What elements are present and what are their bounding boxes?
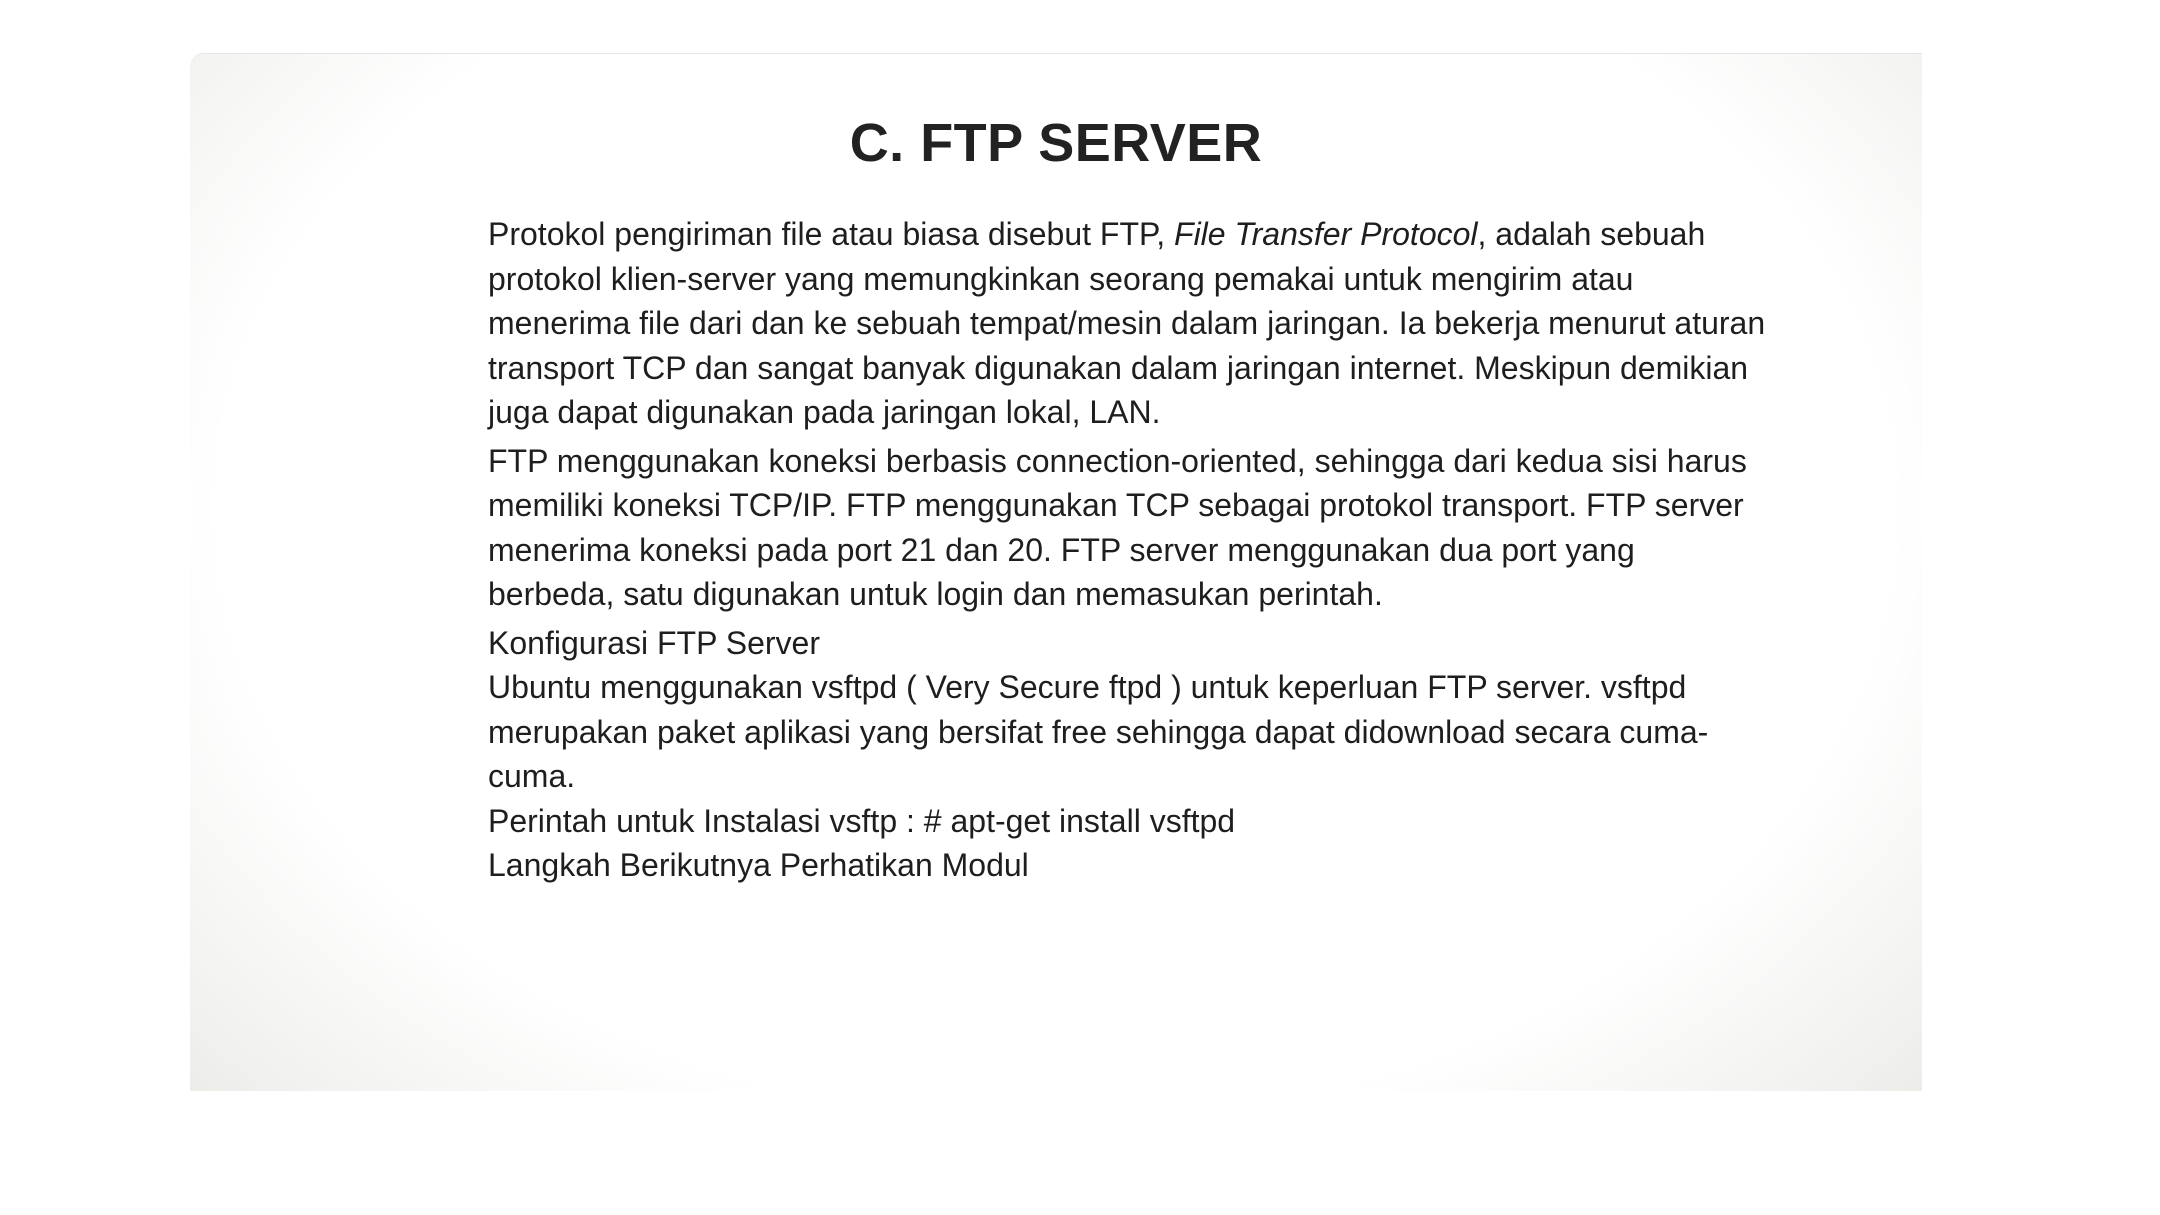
slide-body bbox=[488, 212, 1768, 888]
paragraph-ftp-definition-end: , adalah sebuah protokol klien-server yang memungkinkan seorang pemakai untuk mengirim atau menerima file dari dan ke sebuah tempat/mesin dalam jaringan. Ia bekerja menurut aturan transport TCP dan sangat banyak digunakan dalam jaringan internet. Meskipun demikian juga dapat digunakan pada jaringan lokal, LAN. bbox=[488, 216, 1766, 430]
slide bbox=[190, 53, 1922, 1091]
paragraph-vsftpd: Ubuntu menggunakan vsftpd ( Very Secure ftpd ) untuk keperluan FTP server. vsftpd merupakan paket aplikasi yang bersifat free sehingga dapat didownload secara cuma-cuma. bbox=[488, 669, 1709, 794]
config-heading: Konfigurasi FTP Server bbox=[488, 624, 820, 661]
install-command-line: Perintah untuk Instalasi vsftp : # apt-get install vsftpd bbox=[488, 802, 1236, 839]
paragraph-ftp-connection: FTP menggunakan koneksi berbasis connection-oriented, sehingga dari kedua sisi harus memiliki koneksi TCP/IP. FTP menggunakan TCP sebagai protokol transport. FTP server menerima koneksi pada port 21 dan 20. FTP server menggunakan dua port yang berbeda, satu digunakan untuk login dan memasukan perintah. bbox=[488, 442, 1747, 612]
ftp-expansion-italic: File Transfer Protocol bbox=[1174, 216, 1478, 252]
next-step-line: Langkah Berikutnya Perhatikan Modul bbox=[488, 847, 1029, 883]
slide-title: C. FTP SERVER bbox=[849, 113, 1263, 173]
paragraph-ftp-definition bbox=[488, 212, 1768, 435]
paragraph-ftp-definition-start: Protokol pengiriman file atau biasa disebut FTP, bbox=[488, 216, 1175, 252]
